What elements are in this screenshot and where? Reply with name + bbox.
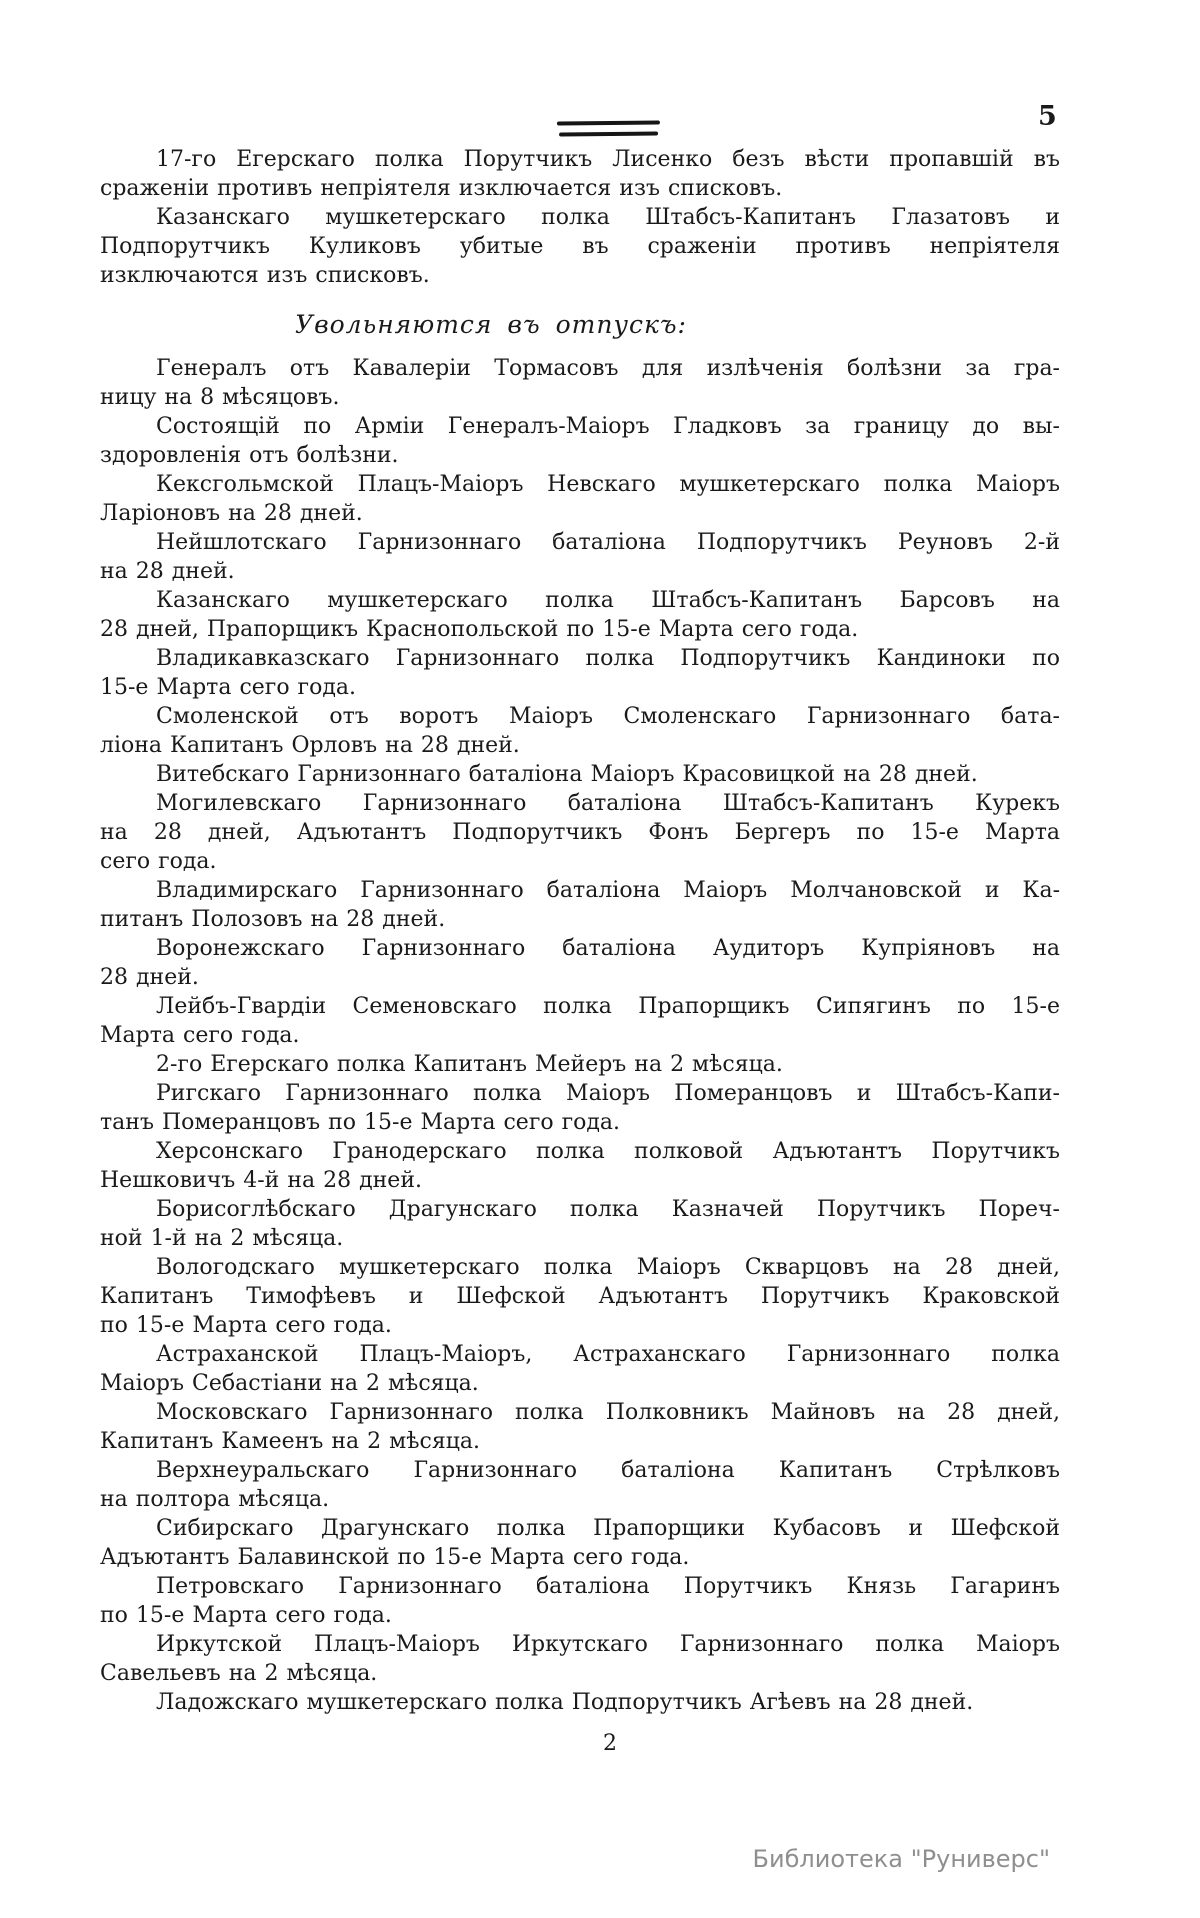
- paragraph: [100, 992, 1060, 1050]
- text-line: Ларіоновъ на 28 дней.: [100, 501, 363, 526]
- text-line: Ладожскаго мушкетерскаго полка Подпорутчикъ Агѣевъ на 28 дней.: [156, 1690, 974, 1715]
- text-line: 28 дней.: [100, 965, 199, 990]
- text-line: Казанскаго мушкетерскаго полка Штабсъ-Капитанъ Глазатовъ и: [156, 205, 1060, 230]
- paragraph: [100, 934, 1060, 992]
- paragraph: [100, 528, 1060, 586]
- paragraph: [100, 1398, 1060, 1456]
- text-line: сего года.: [100, 849, 217, 874]
- paragraph: [100, 1195, 1060, 1253]
- intro-paragraphs: [100, 145, 1060, 290]
- text-line: ницу на 8 мѣсяцовъ.: [100, 385, 340, 410]
- text-line: Владимирскаго Гарнизоннаго баталіона Маіоръ Молчановской и Ка-: [156, 878, 1060, 903]
- page-number: 5: [1038, 101, 1058, 132]
- library-watermark: Библиотека "Руниверс": [752, 1845, 1050, 1873]
- text-line: Кексгольмской Плацъ-Маіоръ Невскаго мушкетерскаго полка Маіоръ: [156, 472, 1060, 497]
- paragraph: [100, 876, 1060, 934]
- text-line: Сибирскаго Драгунскаго полка Прапорщики Кубасовъ и Шефской: [156, 1516, 1060, 1541]
- text-line: Савельевъ на 2 мѣсяца.: [100, 1661, 378, 1686]
- text-line: изключаются изъ списковъ.: [100, 263, 430, 288]
- paragraph: [100, 1630, 1060, 1688]
- paragraph: [100, 1340, 1060, 1398]
- text-line: Петровскаго Гарнизоннаго баталіона Порутчикъ Князь Гагаринъ: [156, 1574, 1060, 1599]
- text-line: Лейбъ-Гвардіи Семеновскаго полка Прапорщикъ Сипягинъ по 15-е: [156, 994, 1060, 1019]
- text-line: Верхнеуральскаго Гарнизоннаго баталіона Капитанъ Стрѣлковъ: [156, 1458, 1060, 1483]
- text-line: Нейшлотскаго Гарнизоннаго баталіона Подпорутчикъ Реуновъ 2-й: [156, 530, 1060, 555]
- text-line: Капитанъ Тимофѣевъ и Шефской Адъютантъ Порутчикъ Краковской: [100, 1284, 1060, 1309]
- text-line: Марта сего года.: [100, 1023, 300, 1048]
- text-line: Генералъ отъ Кавалеріи Тормасовъ для излѣченія болѣзни за гра-: [156, 356, 1060, 381]
- text-line: Казанскаго мушкетерскаго полка Штабсъ-Капитанъ Барсовъ на: [156, 588, 1060, 613]
- paragraph: [100, 1079, 1060, 1137]
- text-line: 17-го Егерскаго полка Порутчикъ Лисенко безъ вѣсти пропавшій въ: [156, 147, 1060, 172]
- paragraph: [100, 1456, 1060, 1514]
- paragraph: [100, 203, 1060, 290]
- paragraph: [100, 760, 1060, 789]
- text-line: Адъютантъ Балавинской по 15-е Марта сего года.: [100, 1545, 690, 1570]
- divider-top-bar: [557, 120, 660, 125]
- paragraph: [100, 354, 1060, 412]
- text-line: 28 дней, Прапорщикъ Краснопольской по 15-е Марта сего года.: [100, 617, 859, 642]
- text-line: сраженіи противъ непріятеля изключается изъ списковъ.: [100, 176, 783, 201]
- text-line: Смоленской отъ воротъ Маіоръ Смоленскаго Гарнизоннаго бата-: [156, 704, 1060, 729]
- text-line: Ригскаго Гарнизоннаго полка Маіоръ Померанцовъ и Штабсъ-Капи-: [156, 1081, 1060, 1106]
- text-line: Подпорутчикъ Куликовъ убитые въ сраженіи противъ непріятеля: [100, 234, 1060, 259]
- text-line: Могилевскаго Гарнизоннаго баталіона Штабсъ-Капитанъ Курекъ: [156, 791, 1060, 816]
- text-line: Состоящій по Арміи Генералъ-Маіоръ Гладковъ за границу до вы-: [156, 414, 1060, 439]
- divider-bottom-bar: [559, 131, 658, 136]
- paragraph: [100, 1572, 1060, 1630]
- paragraph: [100, 1253, 1060, 1340]
- text-line: на 28 дней.: [100, 559, 235, 584]
- paragraph: [100, 1514, 1060, 1572]
- text-line: на 28 дней, Адъютантъ Подпорутчикъ Фонъ Бергеръ по 15-е Марта: [100, 820, 1060, 845]
- paragraph: [100, 412, 1060, 470]
- signature-mark: 2: [603, 1731, 617, 1756]
- text-line: Астраханской Плацъ-Маіоръ, Астраханскаго Гарнизоннаго полка: [156, 1342, 1060, 1367]
- text-line: Витебскаго Гарнизоннаго баталіона Маіоръ Красовицкой на 28 дней.: [156, 762, 978, 787]
- text-line: по 15-е Марта сего года.: [100, 1313, 392, 1338]
- text-line: Херсонскаго Гранодерскаго полка полковой Адъютантъ Порутчикъ: [156, 1139, 1060, 1164]
- text-line: Московскаго Гарнизоннаго полка Полковникъ Майновъ на 28 дней,: [156, 1400, 1060, 1425]
- section-divider-rule: [557, 120, 660, 136]
- text-line: питанъ Полозовъ на 28 дней.: [100, 907, 446, 932]
- text-line: Маіоръ Себастіани на 2 мѣсяца.: [100, 1371, 479, 1396]
- text-line: Нешковичъ 4-й на 28 дней.: [100, 1168, 422, 1193]
- paragraph: [100, 470, 1060, 528]
- text-line: на полтора мѣсяца.: [100, 1487, 330, 1512]
- leave-entries: [100, 354, 1060, 1717]
- paragraph: [100, 1137, 1060, 1195]
- text-line: Иркутской Плацъ-Маіоръ Иркутскаго Гарнизоннаго полка Маіоръ: [156, 1632, 1060, 1657]
- paragraph: [100, 145, 1060, 203]
- text-line: ной 1-й на 2 мѣсяца.: [100, 1226, 344, 1251]
- paragraph: [100, 789, 1060, 876]
- text-line: Капитанъ Камеенъ на 2 мѣсяца.: [100, 1429, 480, 1454]
- paragraph: [100, 586, 1060, 644]
- text-line: Борисоглѣбскаго Драгунскаго полка Казначей Порутчикъ Пореч-: [156, 1197, 1060, 1222]
- paragraph: [100, 702, 1060, 760]
- text-line: ліона Капитанъ Орловъ на 28 дней.: [100, 733, 520, 758]
- paragraph: [100, 1688, 1060, 1717]
- text-line: Вологодскаго мушкетерскаго полка Маіоръ Скварцовъ на 28 дней,: [156, 1255, 1060, 1280]
- paragraph: [100, 1050, 1060, 1079]
- text-line: Воронежскаго Гарнизоннаго баталіона Аудиторъ Купріяновъ на: [156, 936, 1060, 961]
- text-block: [100, 145, 1060, 1758]
- text-line: Владикавказскаго Гарнизоннаго полка Подпорутчикъ Кандиноки по: [156, 646, 1060, 671]
- section-heading: Увольняются въ отпускъ:: [295, 310, 687, 339]
- text-line: 2-го Егерскаго полка Капитанъ Мейеръ на 2 мѣсяца.: [156, 1052, 783, 1077]
- text-line: по 15-е Марта сего года.: [100, 1603, 392, 1628]
- text-line: 15-е Марта сего года.: [100, 675, 356, 700]
- text-line: танъ Померанцовъ по 15-е Марта сего года.: [100, 1110, 621, 1135]
- paragraph: [100, 644, 1060, 702]
- text-line: здоровленія отъ болѣзни.: [100, 443, 399, 468]
